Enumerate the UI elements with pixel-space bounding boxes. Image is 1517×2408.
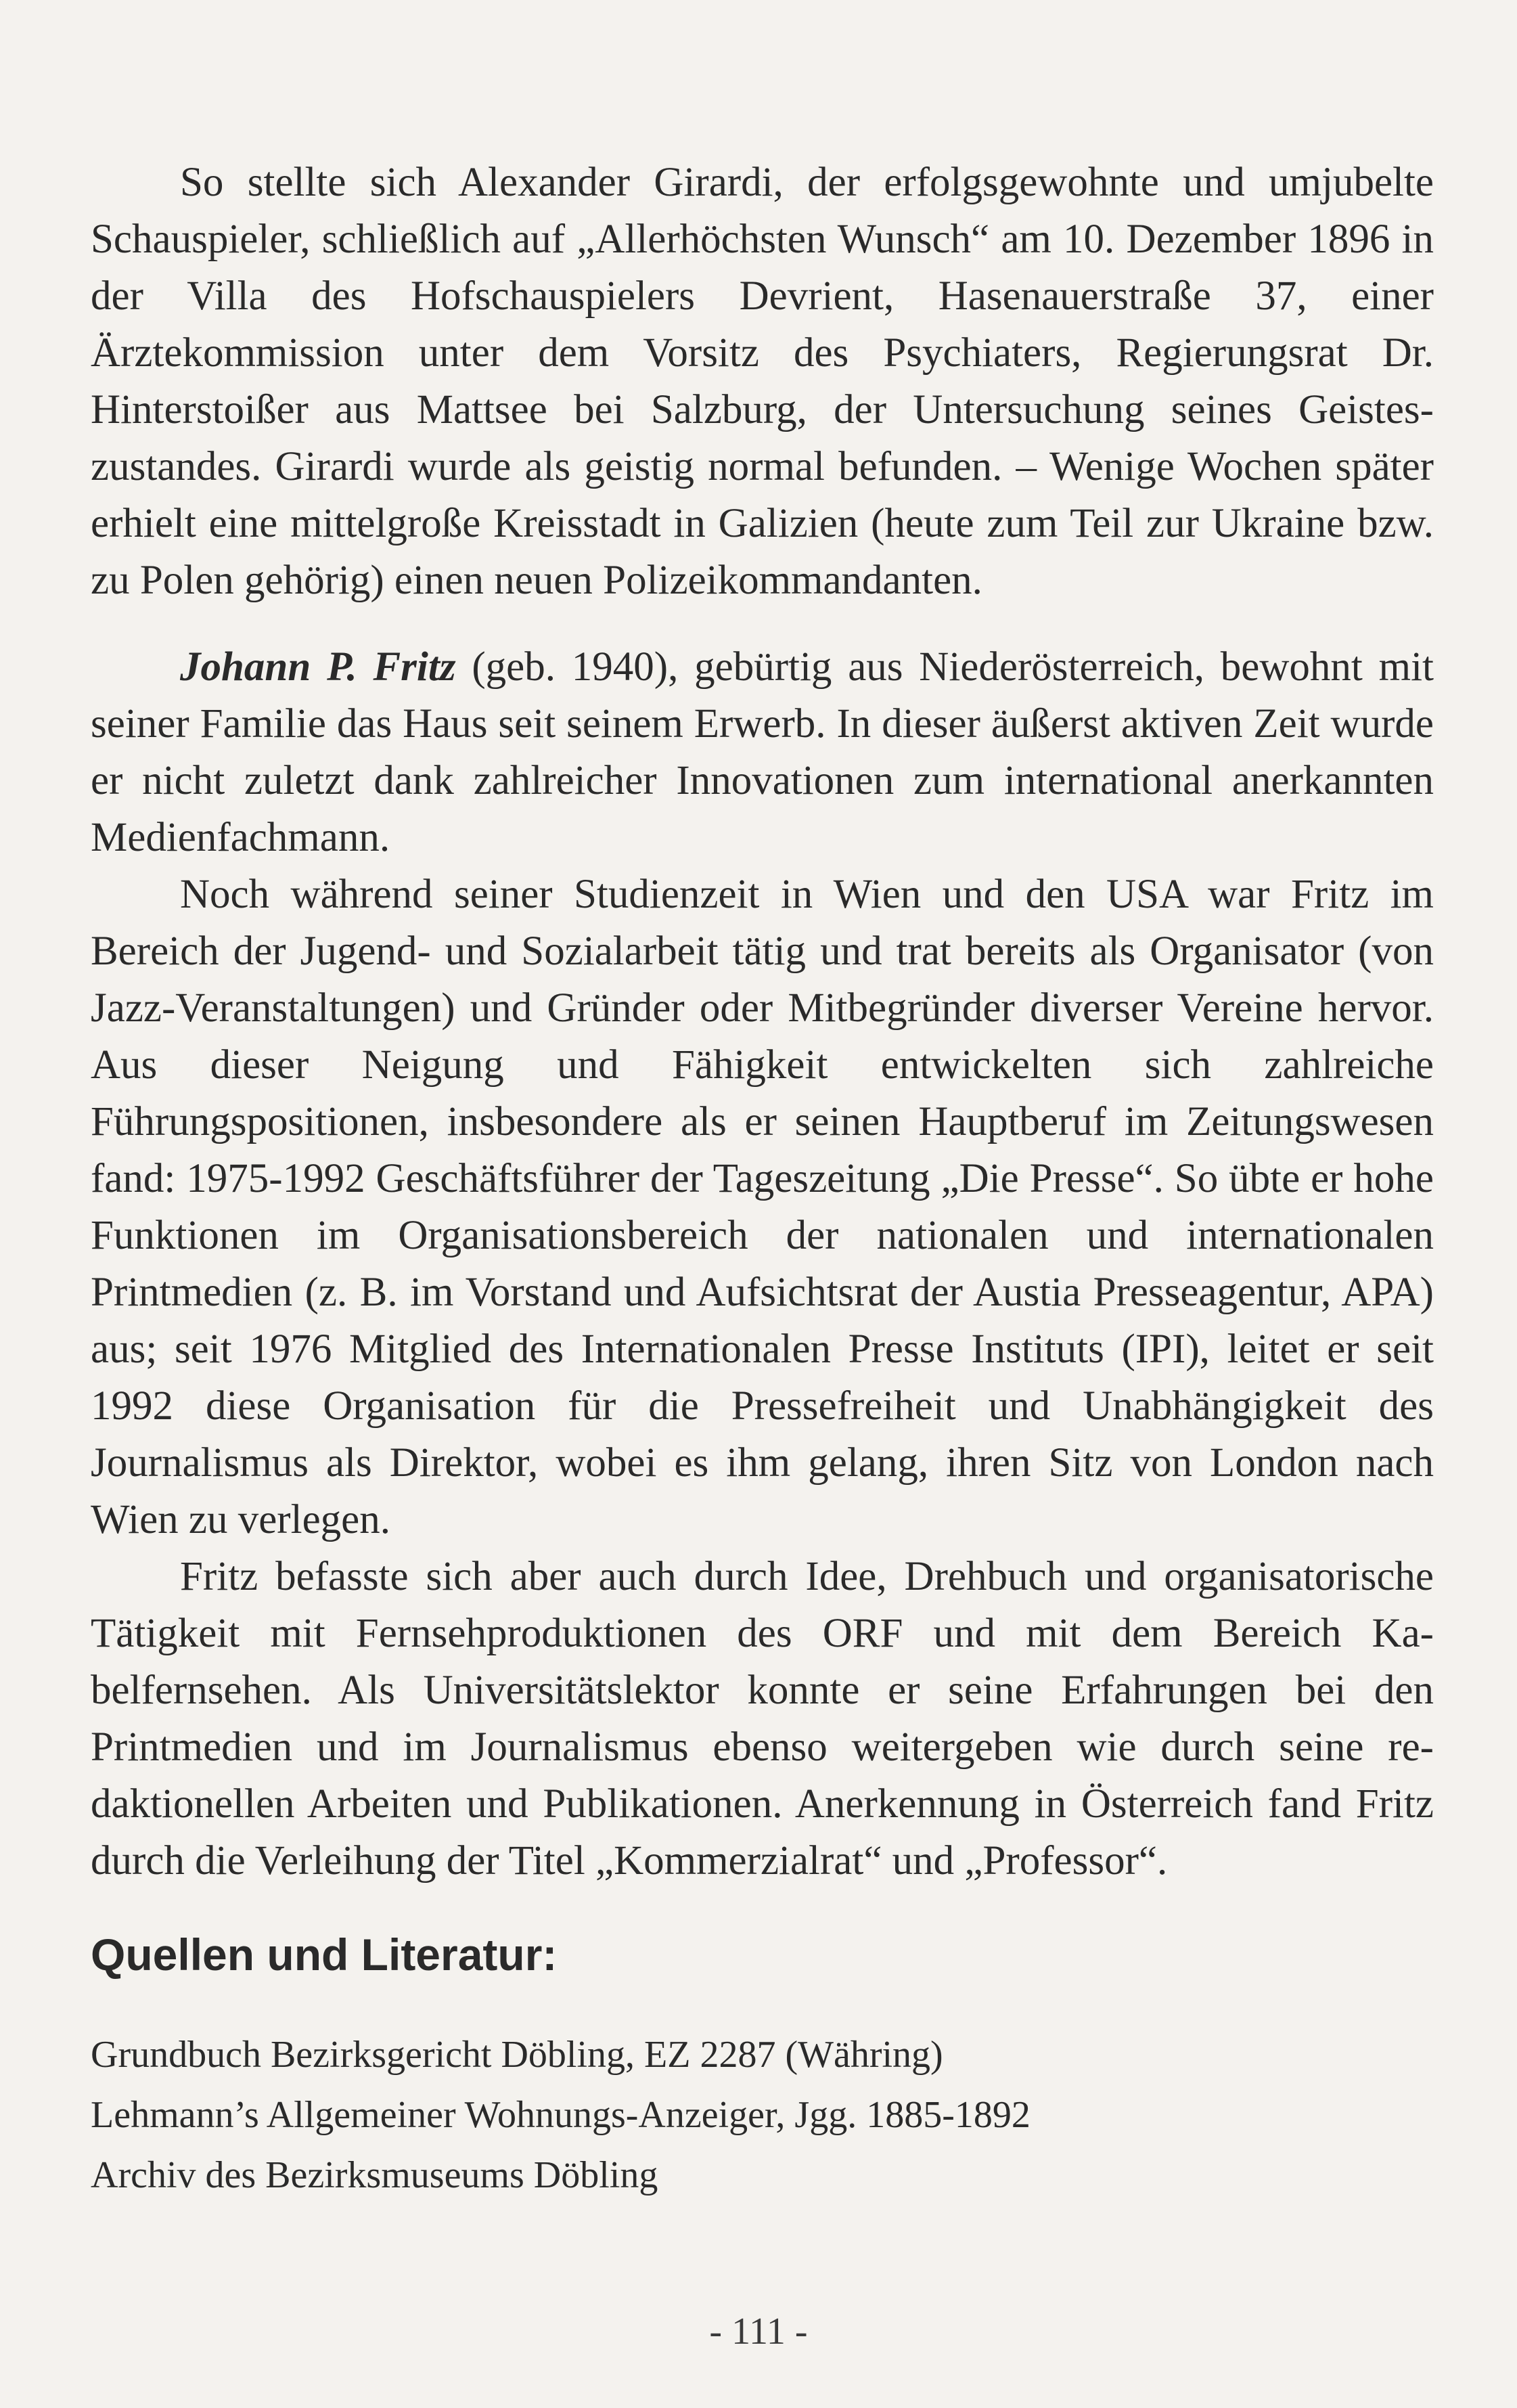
paragraph-fritz-career: Noch während seiner Studienzeit in Wien und den USA war Fritz im Bereich der Jugend- und Sozialarbeit tätig und trat bereits als Organisator (von Jazz-Veranstaltungen) und Gründer oder Mitbegründer diverser Vereine hervor. Aus dieser Neigung und Fähigkeit entwickelten sich zahlreiche Führungspositionen, insbesondere als er seinen Hauptberuf im Zeitungswesen fand: 1975-1992 Geschäftsführer der Tageszeitung „Die Presse“. So übte er hohe Funktionen im Organisationsbereich der nationalen und internationalen Printmedien (z. B. im Vorstand und Aufsichtsrat der Austia Presseagentur, APA) aus; seit 1976 Mitglied des Internationalen Presse Instituts (IPI), leitet er seit 1992 diese Organisation für die Pressefreiheit und Unabhängigkeit des Journalismus als Direktor, wobei es ihm gelang, ihren Sitz von London nach Wien zu verlegen. (91, 872, 1434, 1542)
sources-list (91, 2025, 1434, 2206)
author-name: Johann P. Fritz (180, 644, 456, 690)
page-number: - 111 - (709, 2311, 808, 2353)
paragraph-girardi: So stellte sich Alexander Girardi, der erfolgsgewohnte und umjubelte Schauspieler, schließlich auf „Allerhöchsten Wunsch“ am 10. Dezember 1896 in der Villa des Hofschauspielers Devrient, Hasenauerstraße 37, einer Ärztekommission unter dem Vorsitz des Psychiaters, Regierungsrat Dr. Hinterstoißer aus Mattsee bei Salzburg, der Untersuchung seines Geisteszustandes. Girardi wurde als geistig normal befunden. – Wenige Wochen später erhielt eine mittelgroße Kreisstadt in Galizien (heute zum Teil zur Ukraine bzw. zu Polen gehörig) einen neuen Polizeikommandanten. (91, 160, 1434, 603)
paragraph-fritz-intro (91, 639, 1434, 866)
source-item: Grundbuch Bezirksgericht Döbling, EZ 2287 (Währing) (91, 2034, 943, 2076)
paragraph-fritz-intro-text: (geb. 1940), gebürtig aus Niederösterreich, bewohnt mit seiner Familie das Haus seit seinem Erwerb. In dieser äußerst aktiven Zeit wurde er nicht zuletzt dank zahlreicher Innovationen zum international anerkannten Medienfachmann. (91, 644, 1434, 860)
page-body (91, 154, 1434, 2216)
sources-heading: Quellen und Literatur: (91, 1930, 558, 1980)
source-item: Archiv des Bezirksmuseums Döbling (91, 2154, 658, 2196)
paragraph-fritz-media: Fritz befasste sich aber auch durch Idee, Drehbuch und organisatorische Tätigkeit mit Fernsehproduktionen des ORF und mit dem Bereich Kabelfernsehen. Als Universitätslektor konnte er seine Erfahrungen bei den Printmedien und im Journalismus ebenso weitergeben wie durch seine redaktionellen Arbeiten und Publikationen. Anerkennung in Österreich fand Fritz durch die Verleihung der Titel „Kommerzialrat“ und „Professor“. (91, 1554, 1434, 1883)
source-item: Lehmann’s Allgemeiner Wohnungs-Anzeiger, Jgg. 1885-1892 (91, 2094, 1031, 2136)
